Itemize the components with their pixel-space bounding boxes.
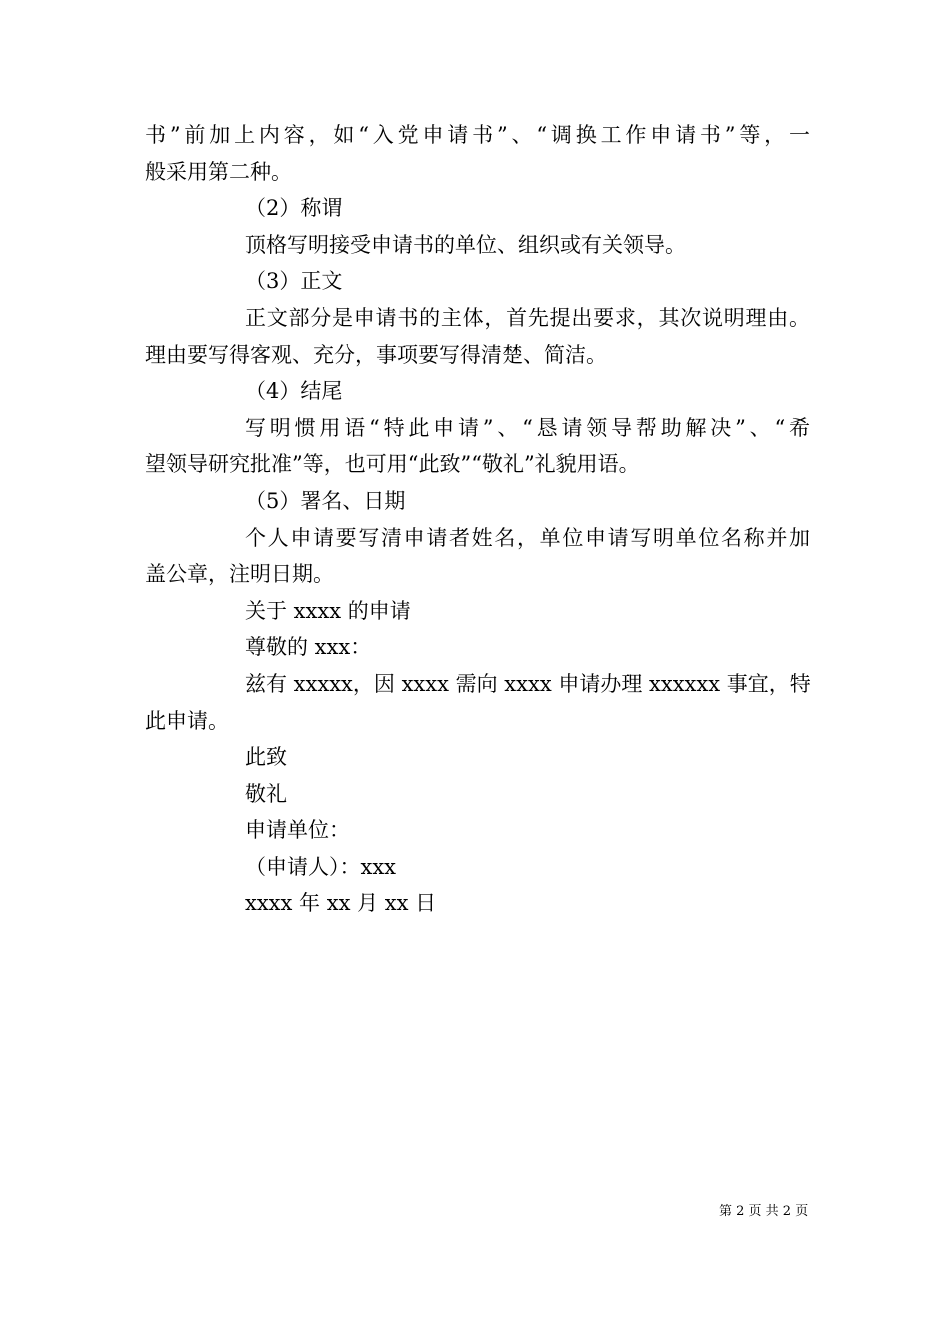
paragraph-line: 理由要写得客观、充分，事项要写得清楚、简洁。	[145, 342, 607, 367]
sample-applicant: （申请人）：xxx	[245, 854, 397, 879]
paragraph-line: 个人申请要写清申请者姓名，单位申请写明单位名称并加	[245, 525, 810, 550]
sample-body-line: 兹有 xxxxx，因 xxxx 需向 xxxx 申请办理 xxxxxx 事宜，特	[245, 671, 811, 696]
paragraph-line: 盖公章，注明日期。	[145, 562, 334, 587]
section-heading-signature: （5）署名、日期	[245, 488, 406, 513]
sample-applicant-unit: 申请单位：	[245, 818, 350, 843]
paragraph-line: 正文部分是申请书的主体，首先提出要求，其次说明理由。	[245, 305, 810, 330]
sample-date: xxxx 年 xx 月 xx 日	[245, 891, 437, 916]
paragraph-line: 写明惯用语“特此申请”、“恳请领导帮助解决”、“希	[245, 415, 810, 440]
paragraph-line: 顶格写明接受申请书的单位、组织或有关领导。	[245, 232, 686, 257]
document-body	[145, 117, 810, 922]
page-number-footer: 第 2 页 共 2 页	[719, 1204, 809, 1219]
sample-regards: 敬礼	[245, 781, 287, 806]
section-heading-salutation: （2）称谓	[245, 196, 343, 221]
paragraph-line: 般采用第二种。	[145, 159, 292, 184]
sample-title: 关于 xxxx 的申请	[245, 598, 411, 623]
sample-body-line: 此申请。	[145, 708, 229, 733]
sample-closing: 此致	[245, 745, 287, 770]
paragraph-line: 望领导研究批准”等，也可用“此致”“敬礼”礼貌用语。	[145, 452, 640, 477]
section-heading-closing: （4）结尾	[245, 379, 343, 404]
sample-salutation: 尊敬的 xxx：	[245, 635, 372, 660]
section-heading-body: （3）正文	[245, 269, 343, 294]
paragraph-line: 书”前加上内容，如“入党申请书”、“调换工作申请书”等，一	[145, 123, 810, 147]
